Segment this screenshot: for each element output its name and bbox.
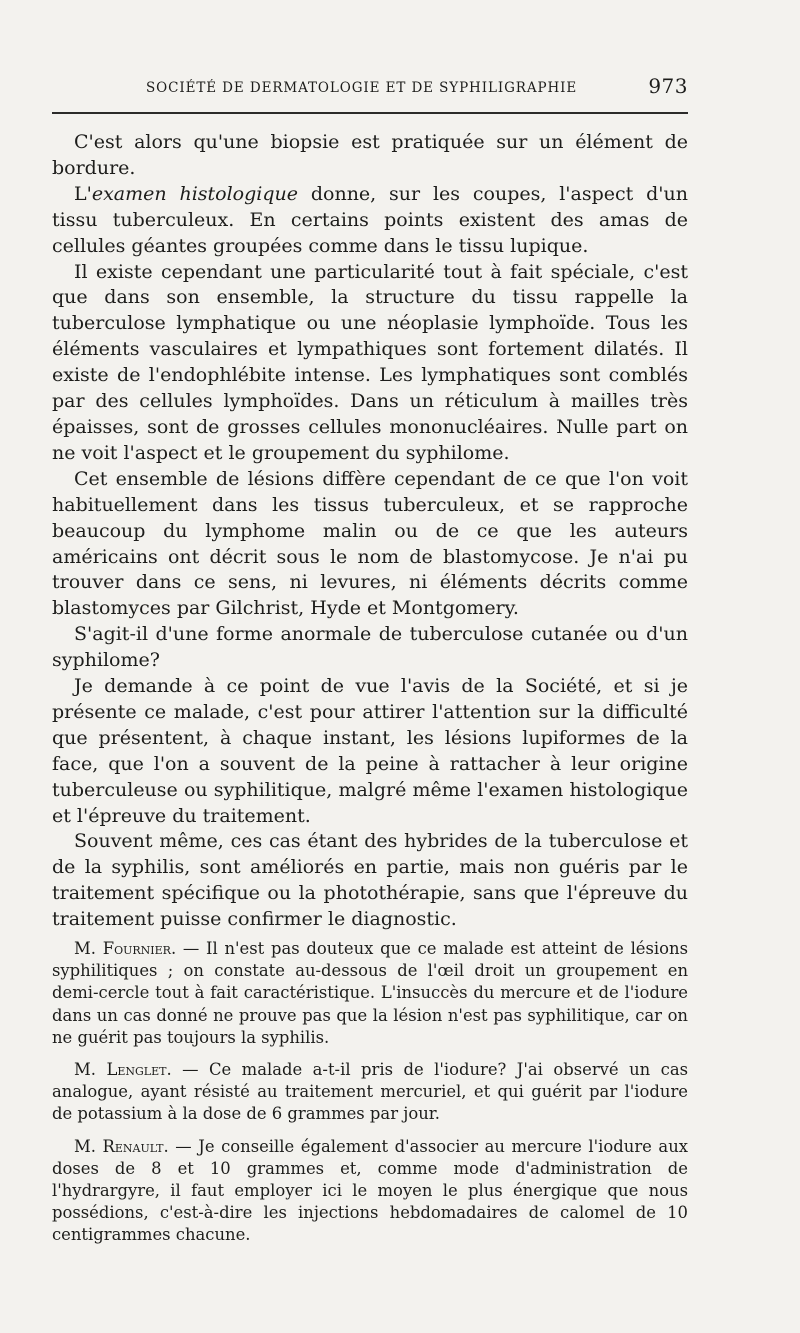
- running-title: SOCIÉTÉ DE DERMATOLOGIE ET DE SYPHILIGRAPHIE: [146, 80, 578, 96]
- paragraph-particularity: [52, 260, 688, 467]
- paragraph-text: donne, sur les coupes, l'aspect d'un tissu tuberculeux. En certains points existent des amas de cellules géantes groupées comme dans le tissu lupique.: [52, 182, 688, 257]
- remark-text: — Je conseille également d'associer au mercure l'iodure aux doses de 8 et 10 grammes et, comme mode d'administration de l'hydrargyre, il faut employer ici le moyen le plus énergique que nous possédions, c'est-à-dire les injections hebdomadaires de calomel de 10 centigrammes chacune.: [52, 1136, 689, 1245]
- discussion-lenglet: [52, 1059, 688, 1126]
- running-header: [52, 76, 688, 102]
- remark-text: — Il n'est pas douteux que ce malade est atteint de lésions syphilitiques ; on constate au-dessous de l'œil droit un groupement en demi-cercle tout à fait caractéristique. L'insuccès du mercure et de l'iodure dans un cas donné ne prouve pas que la lésion n'est pas syphilitique, car on ne guérit pas toujours la syphilis.: [52, 939, 688, 1047]
- paragraph-request: [52, 674, 688, 829]
- discussion-fournier: [52, 938, 688, 1049]
- speaker-name: M. Lenglet.: [74, 1060, 172, 1080]
- paragraph-article: L': [74, 182, 92, 205]
- main-text: [52, 130, 688, 933]
- paragraph-histology: [52, 182, 688, 260]
- paragraph-lesions: [52, 467, 688, 622]
- paragraph-hybrids: [52, 829, 688, 933]
- paragraph-question: [52, 622, 688, 674]
- paragraph-text: Il existe cependant une particularité tout à fait spéciale, c'est que dans son ensemble, la structure du tissu rappelle la tuberculose lymphatique ou une néoplasie lymphoïde. Tous les éléments vasculaires et lympathiques sont fortement dilatés. Il existe de l'endophlébite intense. Les lymphatiques sont comblés par des cellules lymphoïdes. Dans un réticulum à mailles très épaisses, sont de grosses cellules mononucléaires. Nulle part on ne voit l'aspect et le groupement du syphilome.: [52, 260, 688, 464]
- header-rule: [52, 112, 688, 114]
- paragraph-text: C'est alors qu'une biopsie est pratiquée sur un élément de bordure.: [52, 131, 688, 179]
- paragraph-text: S'agit-il d'une forme anormale de tuberculose cutanée ou d'un syphilome?: [52, 623, 688, 672]
- page-number: 973: [648, 74, 688, 98]
- italic-term: examen histologique: [91, 182, 299, 205]
- speaker-name: M. Renault.: [74, 1136, 169, 1156]
- discussion-renault: [52, 1136, 688, 1247]
- remark-text: — Ce malade a-t-il pris de l'iodure? J'ai observé un cas analogue, ayant résisté au traitement mercuriel, et qui guérit par l'iodure de potassium à la dose de 6 grammes par jour.: [52, 1060, 688, 1124]
- speaker-name: M. Fournier.: [74, 939, 177, 958]
- discussion-section: [52, 938, 688, 1257]
- paragraph-text: Cet ensemble de lésions diffère cependant de ce que l'on voit habituellement dans les tissus tuberculeux, et se rapproche beaucoup du lymphome malin ou de ce que les auteurs américains ont décrit sous le nom de blastomycose. Je n'ai pu trouver dans ce sens, ni levures, ni éléments décrits comme blastomyces par Gilchrist, Hyde et Montgomery.: [52, 467, 688, 620]
- paragraph-text: Je demande à ce point de vue l'avis de la Société, et si je présente ce malade, c'est pour attirer l'attention sur la difficulté que présentent, à chaque instant, les lésions lupiformes de la face, que l'on a souvent de la peine à rattacher à leur origine tuberculeuse ou syphilitique, malgré même l'examen histologique et l'épreuve du traitement.: [52, 675, 688, 827]
- paragraph-text: Souvent même, ces cas étant des hybrides de la tuberculose et de la syphilis, sont améliorés en partie, mais non guéris par le traitement spécifique ou la photothérapie, sans que l'épreuve du traitement puisse confirmer le diagnostic.: [52, 830, 688, 931]
- paragraph-biopsy: [52, 130, 688, 182]
